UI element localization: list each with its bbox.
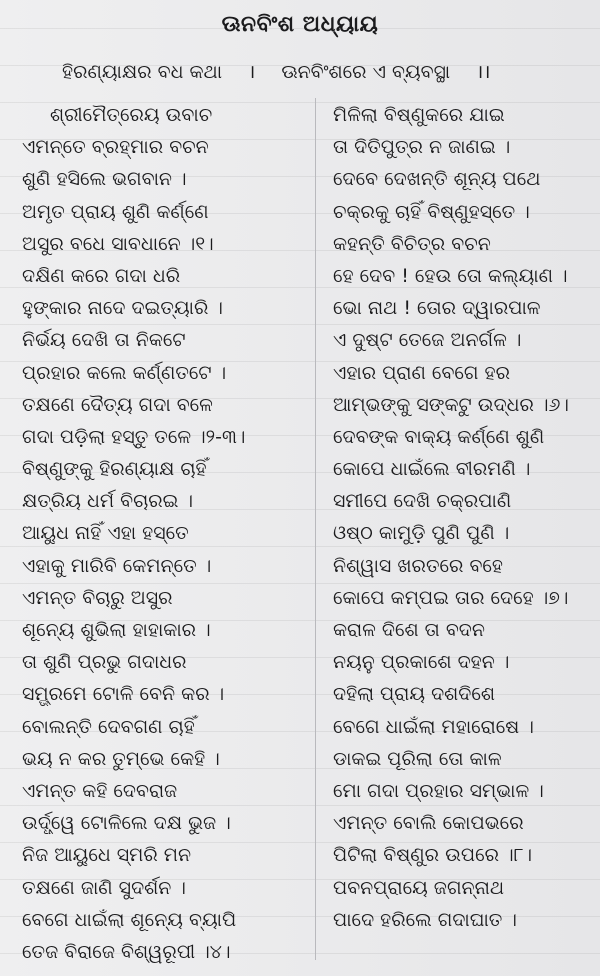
verse-line: ଏ ଦୁଷ୍ଟ ତେଜେ ଅନର୍ଗଳ ।	[333, 329, 522, 352]
chapter-title: ଊନବିଂଶ ଅଧ୍ୟାୟ	[221, 12, 379, 37]
column-divider	[315, 98, 316, 960]
verse-line: ଦହିଲା ପ୍ରାୟ ଦଶଦିଶେ	[333, 683, 496, 706]
verse-line: ତା ଶୁଣି ପ୍ରଭୁ ଗଦାଧର	[22, 651, 187, 674]
verse-line: ହେ ଦେବ ! ହେଉ ତୋ କଲ୍ୟାଣ ।	[333, 264, 568, 287]
verse-line: କରାଳ ଦିଶେ ତା ବଦନ	[333, 619, 485, 641]
verse-line: ପାଦେ ହରିଲେ ଗଦାଘାତ ।	[333, 908, 517, 931]
chapter-subtitle	[62, 58, 510, 84]
verse-line: ଏହାର ପ୍ରାଣ ବେଗେ ହର	[333, 361, 511, 384]
verse-line: ନିର୍ଭୟ ଦେଖି ତା ନିକଟେ	[22, 329, 186, 352]
verse-line: ବୋଲନ୍ତି ଦେବଗଣ ଚାହିଁ	[22, 715, 195, 738]
right-verse-column	[333, 99, 569, 936]
verse-line: ଗଦା ପଡ଼ିଲା ହସ୍ତୁ ତଳେ ।୨-୩।	[22, 425, 246, 448]
verse-line: କୋପେ କମ୍ପଇ ତାର ଦେହେ ।୭।	[333, 586, 569, 609]
verse-line: ଶୂନ୍ୟେ ଶୁଭିଲା ହାହାକାର ।	[22, 619, 211, 641]
verse-line: ପବନପ୍ରାୟେ ଜଗନ୍ନାଥ	[333, 876, 505, 899]
verse-line: ସମୀପେ ଦେଖି ଚକ୍ରପାଣି	[333, 490, 512, 513]
subtitle-left: ହିରଣ୍ୟାକ୍ଷର ବଧ କଥା	[62, 61, 223, 83]
verse-line: ଦେବଙ୍କ ବାକ୍ୟ କର୍ଣ୍ଣେ ଶୁଣି	[333, 425, 545, 448]
left-verse-column	[22, 99, 245, 968]
verse-line: ଭୋ ନାଥ ! ତୋର ଦ୍ୱାରପାଳ	[333, 297, 541, 320]
verse-line: ଅସୁର ବଧେ ସାବଧାନେ ।୧।	[22, 232, 214, 255]
verse-line: ହୁଙ୍କାର ନାଦେ ଦଇତ୍ୟାରି ।	[22, 297, 223, 320]
verse-line: ତକ୍ଷଣେ ଜାଣି ସୁଦର୍ଶନ ।	[22, 876, 186, 899]
verse-line: କହନ୍ତି ବିଚିତ୍ର ବଚନ	[333, 232, 491, 255]
verse-line: ପିଟିଲା ବିଷ୍ଣୁର ଉପରେ ।୮।	[333, 844, 533, 867]
subtitle-separator: ।	[248, 61, 256, 83]
verse-line: ଦେବେ ଦେଖନ୍ତି ଶୂନ୍ୟ ପଥେ	[333, 168, 541, 191]
subtitle-right: ଊନବିଂଶରେ ଏ ବ୍ୟବସ୍ଥା	[281, 61, 451, 83]
verse-line: ଅମୃତ ପ୍ରାୟ ଶୁଣି କର୍ଣ୍ଣେ	[22, 200, 209, 223]
verse-line: ନିଶ୍ୱାସ ଖରତରେ ବହେ	[333, 554, 504, 577]
subtitle-end-mark: ।।	[476, 61, 491, 83]
verse-line: ଓଷ୍ଠ କାମୁଡ଼ି ପୁଣି ପୁଣି ।	[333, 522, 510, 545]
verse-line: ଆୟୁଧ ନାହିଁ ଏହା ହସ୍ତେ	[22, 522, 189, 545]
verse-line: କ୍ଷତ୍ରିୟ ଧର୍ମ ବିଚାରଇ ।	[22, 490, 194, 513]
verse-line: ବେଗେ ଧାଇଁଲା ଶୂନ୍ୟେ ବ୍ୟାପି	[22, 908, 237, 931]
verse-line: ବେଗେ ଧାଇଁଲା ମହାରୋଷେ ।	[333, 715, 534, 738]
verse-line: ଡାକଇ ପୂରିଲା ତୋ କାଳ	[333, 747, 502, 770]
verse-line: ମିଳିଲା ବିଷ୍ଣୁକରେ ଯାଇ	[333, 104, 505, 126]
verse-line: ଏମନ୍ତ କହି ଦେବରାଜ	[22, 779, 178, 802]
verse-line: ତକ୍ଷଣେ ଦୈତ୍ୟ ଗଦା ବଳେ	[22, 393, 213, 416]
verse-line: ଏମନ୍ତ ବୋଲି କୋପଭରେ	[333, 812, 524, 835]
verse-line: ଶ୍ରୀମୈତ୍ରେୟ ଉବାଚ	[50, 104, 213, 126]
verse-line: ନିଜ ଆୟୁଧେ ସ୍ମରି ମନ	[22, 844, 192, 867]
verse-line: ମୋ ଗଦା ପ୍ରହାର ସମ୍ଭାଳ ।	[333, 779, 544, 802]
verse-line: ଏମନ୍ତ ବିଚାରୁ ଅସୁର	[22, 586, 173, 609]
verse-line: ବିଷ୍ଣୁଙ୍କୁ ହିରଣ୍ୟାକ୍ଷ ଚାହିଁ	[22, 458, 207, 481]
verse-line: କୋପେ ଧାଇଁଲେ ବୀରମଣି ।	[333, 458, 531, 481]
verse-line: ଚକ୍ରକୁ ଚାହିଁ ବିଷ୍ଣୁହସ୍ତେ ।	[333, 200, 530, 223]
verse-line: ଏହାକୁ ମାରିବି କେମନ୍ତେ ।	[22, 554, 212, 577]
verse-line: ଉର୍ଦ୍ଧ୍ୱେ ଟୋଳିଲେ ଦକ୍ଷ ଭୁଜ ।	[22, 812, 231, 835]
verse-line: ଆମ୍ଭଙ୍କୁ ସଙ୍କଟୁ ଉଦ୍ଧର ।୬।	[333, 393, 569, 416]
verse-line: ଦକ୍ଷିଣ କରେ ଗଦା ଧରି	[22, 264, 181, 287]
verse-line: ଏମନ୍ତେ ବ୍ରହ୍ମାର ବଚନ	[22, 136, 209, 159]
verse-line: ଶୁଣି ହସିଲେ ଭଗବାନ ।	[22, 168, 187, 191]
verse-line: ସମ୍ଭ୍ରମେ ଟୋଳି ବେନି କର ।	[22, 683, 225, 706]
verse-line: ତା ଦିତିପୁତ୍ର ନ ଜାଣଇ ।	[333, 136, 511, 159]
verse-line: ନୟନୁ ପ୍ରକାଶେ ଦହନ ।	[333, 651, 510, 674]
verse-line: ଭୟ ନ କର ତୁମ୍ଭେ କେହି ।	[22, 747, 220, 770]
verse-line: ତେଜ ବିରାଜେ ବିଶ୍ୱରୂପୀ ।୪।	[22, 940, 231, 963]
verse-line: ପ୍ରହାର କଲେ କର୍ଣ୍ଣତଟେ ।	[22, 361, 227, 384]
